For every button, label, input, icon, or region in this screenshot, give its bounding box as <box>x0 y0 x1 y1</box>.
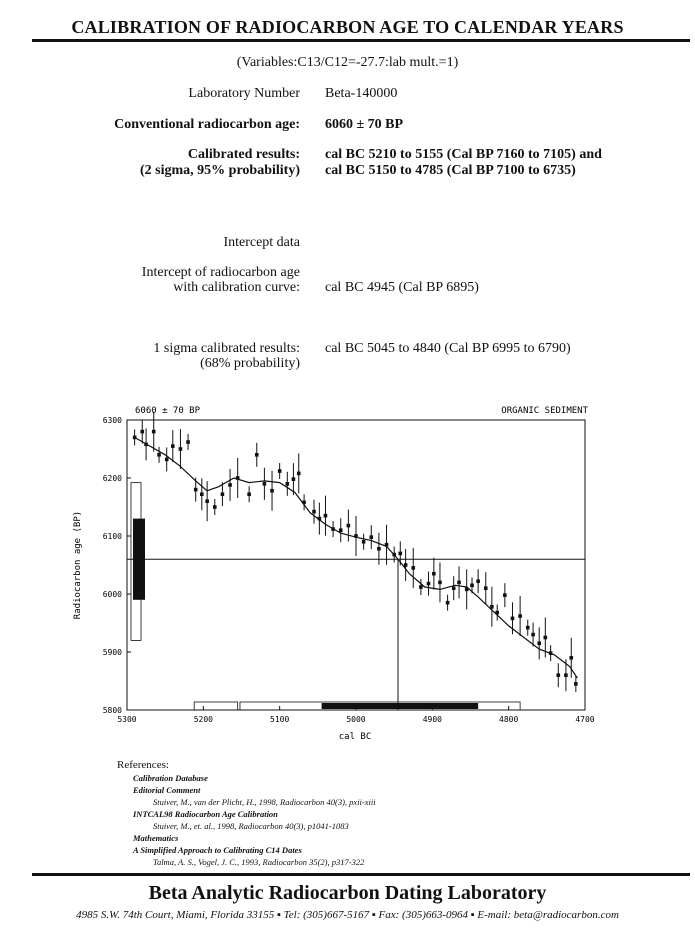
data-point <box>318 517 322 521</box>
data-point <box>157 453 161 457</box>
data-point <box>495 611 499 615</box>
data-point <box>427 582 431 586</box>
data-point <box>270 489 274 493</box>
data-point <box>165 458 169 462</box>
reference-line: Editorial Comment <box>133 785 201 795</box>
reference-line: INTCAL98 Radiocarbon Age Calibration <box>133 809 278 819</box>
data-point <box>564 673 568 677</box>
y-tick-label: 6000 <box>102 590 122 599</box>
x-tick-label: 5300 <box>117 715 137 724</box>
data-point <box>331 527 335 531</box>
intercept-label-1: Intercept of radiocarbon age <box>141 265 300 280</box>
data-point <box>556 673 560 677</box>
data-point <box>324 514 328 518</box>
one-sigma-value: cal BC 5045 to 4840 (Cal BP 6995 to 6790) <box>325 341 571 356</box>
data-point <box>339 528 343 532</box>
data-point <box>549 651 553 655</box>
x-tick-label: 4900 <box>422 715 442 724</box>
data-point <box>171 444 175 448</box>
data-point <box>292 477 296 481</box>
reference-line: Calibration Database <box>133 773 208 783</box>
data-point <box>470 584 474 588</box>
intercept-data-label: Intercept data <box>223 235 300 250</box>
data-point <box>144 443 148 447</box>
data-point <box>213 505 217 509</box>
data-point <box>179 447 183 451</box>
data-point <box>278 469 282 473</box>
reference-line: Talma, A. S., Vogel, J. C., 1993, Radiocarbon 35(2), p317-322 <box>153 857 365 867</box>
data-point <box>228 483 232 487</box>
data-point <box>398 552 402 556</box>
calibration-chart <box>0 400 695 745</box>
x-tick-label: 5100 <box>270 715 290 724</box>
plot-frame <box>127 420 585 710</box>
conv-age-label: Conventional radiocarbon age: <box>114 117 300 132</box>
data-point <box>194 488 198 492</box>
data-point <box>476 579 480 583</box>
data-point <box>255 453 259 457</box>
calibrated-value-1: cal BC 5210 to 5155 (Cal BP 7160 to 7105) and <box>325 147 602 162</box>
data-point <box>490 605 494 609</box>
data-point <box>362 540 366 544</box>
reference-line: Stuiver, M., et. al., 1998, Radiocarbon 40(3), p1041-1083 <box>153 821 349 831</box>
calibrated-value-2: cal BC 5150 to 4785 (Cal BP 7100 to 6735) <box>325 163 576 178</box>
top-rule <box>32 39 690 42</box>
reference-line: Mathematics <box>133 833 179 843</box>
data-point <box>263 482 267 486</box>
data-point <box>537 642 541 646</box>
data-point <box>205 499 209 503</box>
data-point <box>377 547 381 551</box>
data-point <box>385 543 389 547</box>
data-point <box>369 535 373 539</box>
data-point <box>152 430 156 434</box>
one-sigma-label-2: (68% probability) <box>200 356 300 371</box>
data-point <box>200 492 204 496</box>
chart-title-left: 6060 ± 70 BP <box>135 406 201 416</box>
data-point <box>140 430 144 434</box>
x-tick-label: 4700 <box>575 715 595 724</box>
data-point <box>236 476 240 480</box>
y-axis-label: Radiocarbon age (BP) <box>73 510 83 620</box>
data-point <box>569 656 573 660</box>
intercept-label-2: with calibration curve: <box>173 280 300 295</box>
chart-title-right: ORGANIC SEDIMENT <box>501 406 588 416</box>
data-point <box>574 682 578 686</box>
data-point <box>526 626 530 630</box>
intercept-value: cal BC 4945 (Cal BP 6895) <box>325 280 479 295</box>
data-point <box>247 492 251 496</box>
data-point <box>297 472 301 476</box>
data-point <box>438 581 442 585</box>
data-point <box>419 585 423 589</box>
calibrated-label-1: Calibrated results: <box>187 147 300 162</box>
y-tick-label: 6300 <box>102 416 122 425</box>
data-point <box>511 617 515 621</box>
data-point <box>518 614 522 618</box>
footer-title: Beta Analytic Radiocarbon Dating Laboratory <box>148 882 547 904</box>
data-point <box>221 492 225 496</box>
data-point <box>404 563 408 567</box>
data-point <box>531 633 535 637</box>
data-point <box>312 510 316 514</box>
x-tick-label: 5200 <box>193 715 213 724</box>
data-point <box>503 593 507 597</box>
variables-line: (Variables:C13/C12=-27.7:lab mult.=1) <box>236 55 459 70</box>
data-point <box>457 581 461 585</box>
lab-number-label: Laboratory Number <box>188 86 300 101</box>
data-point <box>347 524 351 528</box>
footer-address: 4985 S.W. 74th Court, Miami, Florida 33155 ▪ Tel: (305)667-5167 ▪ Fax: (305)663-0964 ▪ E-mail: beta@radiocarbon.com <box>76 909 619 921</box>
data-point <box>133 436 137 440</box>
reference-line: Stuiver, M., van der Plicht, H., 1998, Radiocarbon 40(3), pxii-xiii <box>153 797 376 807</box>
data-point <box>465 588 469 592</box>
calibration-curve <box>135 437 578 678</box>
reference-line: A Simplified Approach to Calibrating C14 Dates <box>133 845 302 855</box>
data-point <box>544 636 548 640</box>
page-title: CALIBRATION OF RADIOCARBON AGE TO CALENDAR YEARS <box>71 17 624 37</box>
references-heading: References: <box>117 759 169 771</box>
lab-number-value: Beta-140000 <box>325 86 398 101</box>
data-point <box>286 482 290 486</box>
conv-age-value: 6060 ± 70 BP <box>325 117 404 132</box>
data-point <box>186 440 190 444</box>
data-point <box>446 601 450 605</box>
x-axis-label: cal BC <box>338 732 372 742</box>
y-tick-label: 6200 <box>102 474 122 483</box>
x-tick-label: 5000 <box>346 715 366 724</box>
calibrated-label-2: (2 sigma, 95% probability) <box>140 163 300 178</box>
cal-1sigma-bar <box>322 703 478 709</box>
x-tick-label: 4800 <box>499 715 519 724</box>
data-point <box>411 566 415 570</box>
data-point <box>392 553 396 557</box>
y-tick-label: 5800 <box>102 706 122 715</box>
cal-2sigma-bar-1 <box>194 702 238 710</box>
data-point <box>432 572 436 576</box>
data-point <box>452 586 456 590</box>
bottom-rule <box>32 873 690 876</box>
data-point <box>302 501 306 505</box>
data-point <box>484 586 488 590</box>
data-point <box>354 534 358 538</box>
one-sigma-label-1: 1 sigma calibrated results: <box>153 341 300 356</box>
y-tick-label: 6100 <box>102 532 122 541</box>
y-tick-label: 5900 <box>102 648 122 657</box>
